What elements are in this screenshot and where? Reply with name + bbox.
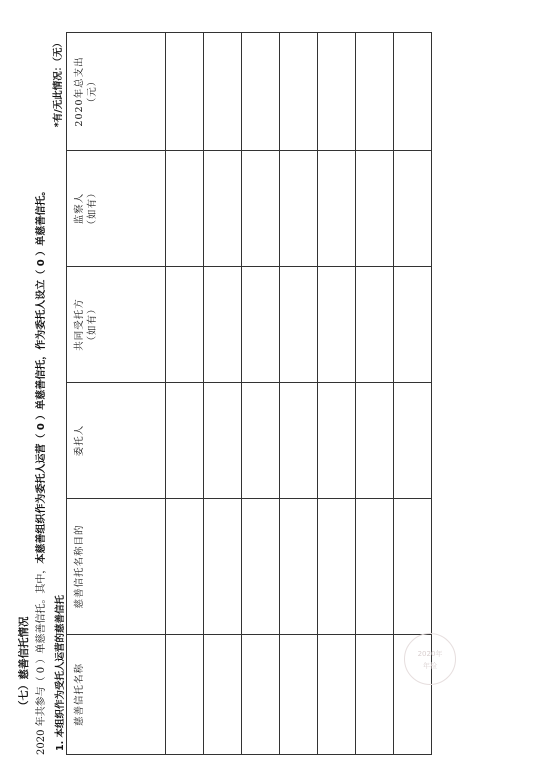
header-trust-name: 慈善信托名称 [67,635,166,755]
header-supervisor: 监察人 （如有） [67,151,166,267]
summary-part1: 2020 年共参与（ 0 ）单慈善信托。其中， [36,563,47,755]
table-cell [242,267,280,383]
table-cell [318,151,356,267]
table-cell [204,383,242,499]
table-cell [280,151,318,267]
header-co-trustee: 共同受托方 （如有） [67,267,166,383]
table-cell [280,267,318,383]
table-cell [166,383,204,499]
table-cell [394,33,432,151]
table-row [318,33,356,755]
table-cell [242,151,280,267]
table-row [356,33,394,755]
table-cell [280,383,318,499]
table-row [166,33,204,755]
summary-text [32,186,47,755]
table-cell [204,267,242,383]
table-cell [166,267,204,383]
table-cell [280,499,318,635]
table-cell [204,151,242,267]
table-cell [242,33,280,151]
header-settlor: 委托人 [67,383,166,499]
table-cell [280,33,318,151]
table-header-row [67,33,166,755]
table-row [242,33,280,755]
subheading: 1. 本组织作为受托人运营的慈善信托 [55,594,66,751]
charity-trust-table [66,32,432,755]
header-trust-purpose: 慈善信托名称目的 [67,499,166,635]
inspection-stamp: 2020年 年检 [404,633,456,685]
table-row [204,33,242,755]
table-cell [356,267,394,383]
table-cell [280,635,318,755]
section-title: （七）慈善信托情况 [18,616,30,711]
table-cell [318,33,356,151]
table-cell [356,383,394,499]
table-cell [356,33,394,151]
table-cell [394,151,432,267]
table-cell [318,635,356,755]
table-cell [242,499,280,635]
table-cell [166,33,204,151]
situation-note: *有/无此情况：（无） [53,38,64,128]
table-cell [356,635,394,755]
table-cell [318,267,356,383]
summary-part2: 本慈善组织作为委托人运营（ 0 ）单慈善信托，作为委托人设立（ 0 ）单慈善信托。 [36,185,47,564]
table-cell [394,499,432,635]
table-row [280,33,318,755]
table-cell [204,635,242,755]
table-cell [204,499,242,635]
table-cell [166,499,204,635]
header-total-expense: 2020年总支出 （元） [67,33,166,151]
table-cell [356,499,394,635]
table-cell [242,635,280,755]
table-cell [356,151,394,267]
table-cell [242,383,280,499]
table-cell [166,635,204,755]
table-cell [318,383,356,499]
table-cell [318,499,356,635]
table-cell [394,383,432,499]
table-cell [166,151,204,267]
table-cell [394,267,432,383]
table-cell [204,33,242,151]
